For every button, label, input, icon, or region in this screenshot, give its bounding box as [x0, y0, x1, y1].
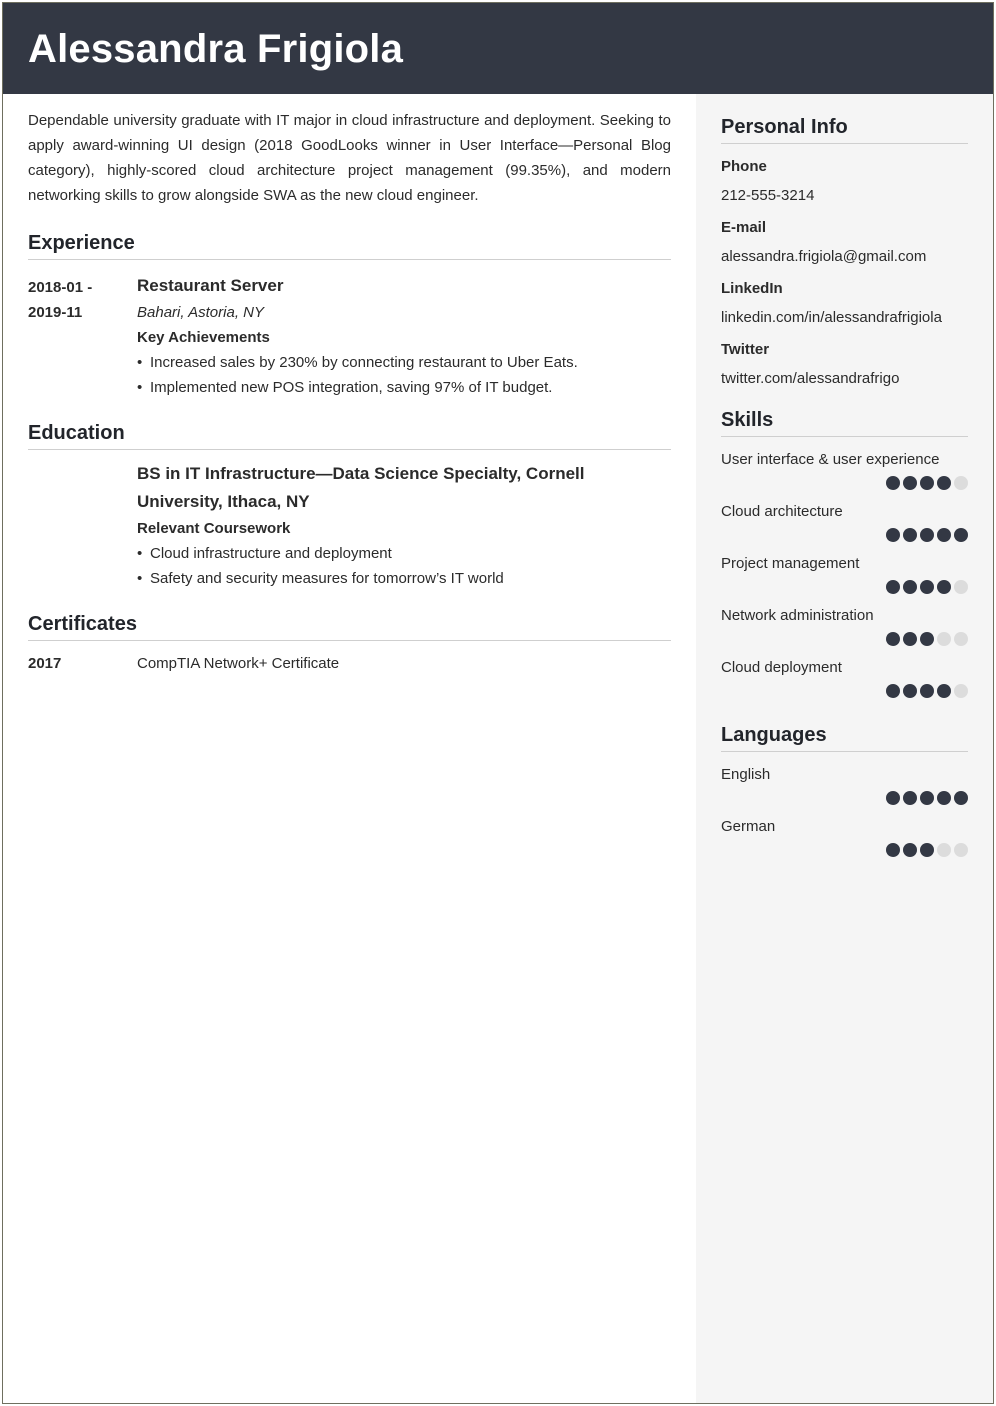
skill-name: User interface & user experience [721, 451, 940, 468]
certificate-year: 2017 [28, 655, 62, 672]
skill-name: Cloud architecture [721, 503, 843, 520]
skills-section [721, 407, 968, 698]
list-item: • Increased sales by 230% by connecting restaurant to Uber Eats. [137, 350, 671, 375]
section-title-personal-info: Personal Info [721, 116, 848, 138]
skill-rating [721, 684, 968, 698]
section-title-languages: Languages [721, 724, 827, 746]
twitter-value: twitter.com/alessandrafrigo [721, 370, 900, 387]
certificate-name: CompTIA Network+ Certificate [137, 655, 340, 672]
rating-dot-filled [886, 843, 900, 857]
candidate-name: Alessandra Frigiola [28, 27, 404, 71]
section-title-skills: Skills [721, 409, 774, 431]
linkedin-label: LinkedIn [721, 280, 783, 297]
rating-dot-filled [886, 580, 900, 594]
rating-dot-filled [903, 580, 917, 594]
rating-dot-filled [937, 791, 951, 805]
education-coursework-list [137, 541, 671, 591]
twitter-label: Twitter [721, 341, 770, 358]
skill-rating [721, 632, 968, 646]
skill-item [721, 499, 968, 542]
rating-dot-filled [937, 528, 951, 542]
education-section [28, 420, 671, 591]
rating-dot-empty [954, 476, 968, 490]
rating-dot-empty [937, 843, 951, 857]
section-divider [28, 449, 671, 450]
rating-dot-filled [920, 528, 934, 542]
language-name: English [721, 766, 771, 783]
rating-dot-filled [937, 684, 951, 698]
email-label: E-mail [721, 219, 767, 236]
rating-dot-empty [954, 632, 968, 646]
rating-dot-filled [886, 528, 900, 542]
list-item: • Safety and security measures for tomorrow’s IT world [137, 566, 671, 591]
rating-dot-filled [903, 632, 917, 646]
email-value: alessandra.frigiola@gmail.com [721, 248, 927, 265]
rating-dot-filled [903, 684, 917, 698]
rating-dot-empty [954, 684, 968, 698]
summary-text: Dependable university graduate with IT major in cloud infrastructure and deployment. Seeking to apply award-winning UI design (2018 GoodLooks winner in User Interface—Personal Blog category), highly-scored cloud architecture project management (99.35%), and modern networking skills to grow alongside SWA as the new cloud engineer. [28, 112, 671, 204]
rating-dot-empty [954, 580, 968, 594]
skill-item [721, 447, 968, 490]
rating-dot-filled [937, 580, 951, 594]
skill-name: Network administration [721, 607, 874, 624]
rating-dot-filled [920, 580, 934, 594]
experience-date-end: 2019-11 [28, 304, 83, 321]
experience-entry [28, 272, 671, 400]
experience-details [137, 272, 671, 400]
linkedin-value: linkedin.com/in/alessandrafrigiola [721, 309, 942, 326]
skill-name: Cloud deployment [721, 659, 842, 676]
language-rating [721, 843, 968, 857]
rating-dot-filled [886, 476, 900, 490]
section-divider [28, 640, 671, 641]
rating-dot-filled [937, 476, 951, 490]
language-name: German [721, 818, 776, 835]
skill-rating [721, 476, 968, 490]
skill-item [721, 551, 968, 594]
rating-dot-empty [954, 843, 968, 857]
experience-achievements-label: Key Achievements [137, 329, 270, 346]
rating-dot-empty [937, 632, 951, 646]
resume-header [3, 3, 993, 94]
list-item: • Implemented new POS integration, saving 97% of IT budget. [137, 375, 671, 400]
skill-name: Project management [721, 555, 860, 572]
experience-date-start: 2018-01 - [28, 279, 93, 296]
section-title-education: Education [28, 422, 125, 444]
skill-item [721, 603, 968, 646]
rating-dot-filled [920, 684, 934, 698]
certificates-section [28, 611, 671, 676]
sidebar-content [721, 94, 968, 857]
rating-dot-filled [903, 476, 917, 490]
rating-dot-filled [903, 791, 917, 805]
rating-dot-filled [954, 528, 968, 542]
rating-dot-filled [886, 684, 900, 698]
skill-rating [721, 528, 968, 542]
language-item [721, 814, 968, 857]
rating-dot-filled [920, 476, 934, 490]
education-details [137, 460, 671, 591]
list-item: • Cloud infrastructure and deployment [137, 541, 671, 566]
language-item [721, 762, 968, 805]
phone-value: 212-555-3214 [721, 187, 815, 204]
section-divider [28, 259, 671, 260]
resume-page [2, 2, 994, 1404]
experience-dates [28, 275, 128, 325]
education-coursework-label: Relevant Coursework [137, 520, 291, 537]
rating-dot-filled [920, 791, 934, 805]
rating-dot-filled [903, 528, 917, 542]
rating-dot-filled [920, 843, 934, 857]
education-degree: BS in IT Infrastructure—Data Science Specialty, Cornell University, Ithaca, NY [137, 464, 585, 511]
skill-item [721, 655, 968, 698]
experience-section [28, 230, 671, 400]
section-title-certificates: Certificates [28, 613, 137, 635]
main-column [28, 94, 671, 676]
rating-dot-filled [886, 632, 900, 646]
rating-dot-filled [886, 791, 900, 805]
phone-label: Phone [721, 158, 767, 175]
language-rating [721, 791, 968, 805]
skill-rating [721, 580, 968, 594]
section-divider [721, 436, 968, 437]
section-divider [721, 143, 968, 144]
section-title-experience: Experience [28, 232, 135, 254]
education-entry [28, 460, 671, 591]
experience-role: Restaurant Server [137, 276, 284, 295]
personal-info-section [721, 114, 968, 387]
experience-place: Bahari, Astoria, NY [137, 304, 264, 321]
experience-achievements-list [137, 350, 671, 400]
languages-section [721, 722, 968, 857]
certificate-row [28, 651, 671, 676]
rating-dot-filled [903, 843, 917, 857]
section-divider [721, 751, 968, 752]
rating-dot-filled [920, 632, 934, 646]
rating-dot-filled [954, 791, 968, 805]
sidebar [696, 94, 993, 1403]
